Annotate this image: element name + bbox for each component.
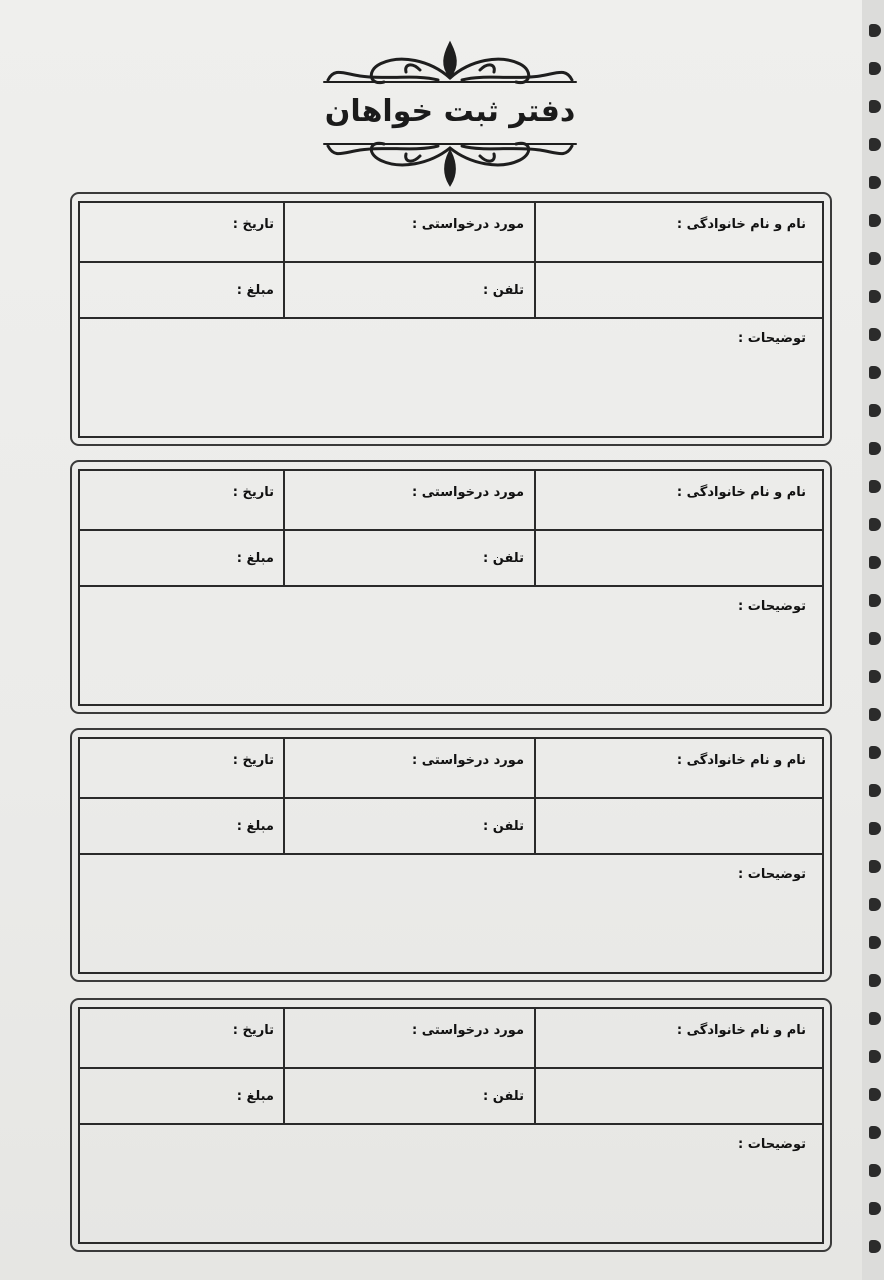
date-label: تاریخ : — [232, 1023, 274, 1038]
amount-label: مبلغ : — [236, 283, 274, 298]
entry-table — [78, 469, 824, 706]
request-label: مورد درخواستی : — [412, 1023, 524, 1038]
name-label: نام و نام خانوادگی : — [676, 217, 806, 232]
ring-icon — [869, 860, 881, 873]
ring-icon — [869, 974, 881, 987]
ring-icon — [869, 404, 881, 417]
ring-icon — [869, 1012, 881, 1025]
ring-icon — [869, 138, 881, 151]
phone-label: تلفن : — [483, 551, 524, 566]
date-label: تاریخ : — [232, 217, 274, 232]
request-label: مورد درخواستی : — [412, 217, 524, 232]
spiral-binding — [862, 0, 884, 1280]
phone-label: تلفن : — [483, 1089, 524, 1104]
page-title: دفتر ثبت خواهان — [324, 94, 576, 129]
ring-icon — [869, 100, 881, 113]
notes-label: توضیحات : — [738, 599, 806, 614]
ring-icon — [869, 708, 881, 721]
ring-icon — [869, 1088, 881, 1101]
request-label: مورد درخواستی : — [412, 485, 524, 500]
ring-icon — [869, 480, 881, 493]
ring-icon — [869, 176, 881, 189]
entry-table — [78, 201, 824, 438]
phone-label: تلفن : — [483, 283, 524, 298]
ring-icon — [869, 328, 881, 341]
ring-icon — [869, 632, 881, 645]
notes-label: توضیحات : — [738, 331, 806, 346]
name-label: نام و نام خانوادگی : — [676, 753, 806, 768]
date-label: تاریخ : — [232, 753, 274, 768]
entry-card — [70, 460, 832, 714]
ring-icon — [869, 1164, 881, 1177]
ring-icon — [869, 670, 881, 683]
name-label: نام و نام خانوادگی : — [676, 1023, 806, 1038]
ring-icon — [869, 784, 881, 797]
ring-icon — [869, 594, 881, 607]
ring-icon — [869, 366, 881, 379]
ring-icon — [869, 214, 881, 227]
entry-table — [78, 1007, 824, 1244]
amount-label: مبلغ : — [236, 819, 274, 834]
entry-card — [70, 192, 832, 446]
amount-label: مبلغ : — [236, 1089, 274, 1104]
entry-card — [70, 998, 832, 1252]
notes-label: توضیحات : — [738, 1137, 806, 1152]
notes-label: توضیحات : — [738, 867, 806, 882]
ring-icon — [869, 252, 881, 265]
ring-icon — [869, 746, 881, 759]
ring-icon — [869, 1240, 881, 1253]
ring-icon — [869, 290, 881, 303]
ring-icon — [869, 518, 881, 531]
ring-icon — [869, 1202, 881, 1215]
ring-icon — [869, 1126, 881, 1139]
request-label: مورد درخواستی : — [412, 753, 524, 768]
ring-icon — [869, 62, 881, 75]
page-header — [320, 40, 580, 188]
entry-table — [78, 737, 824, 974]
name-label: نام و نام خانوادگی : — [676, 485, 806, 500]
ring-icon — [869, 442, 881, 455]
amount-label: مبلغ : — [236, 551, 274, 566]
ring-icon — [869, 936, 881, 949]
ring-icon — [869, 822, 881, 835]
ring-icon — [869, 24, 881, 37]
ring-icon — [869, 1050, 881, 1063]
ring-icon — [869, 898, 881, 911]
ring-icon — [869, 556, 881, 569]
entry-card — [70, 728, 832, 982]
phone-label: تلفن : — [483, 819, 524, 834]
date-label: تاریخ : — [232, 485, 274, 500]
